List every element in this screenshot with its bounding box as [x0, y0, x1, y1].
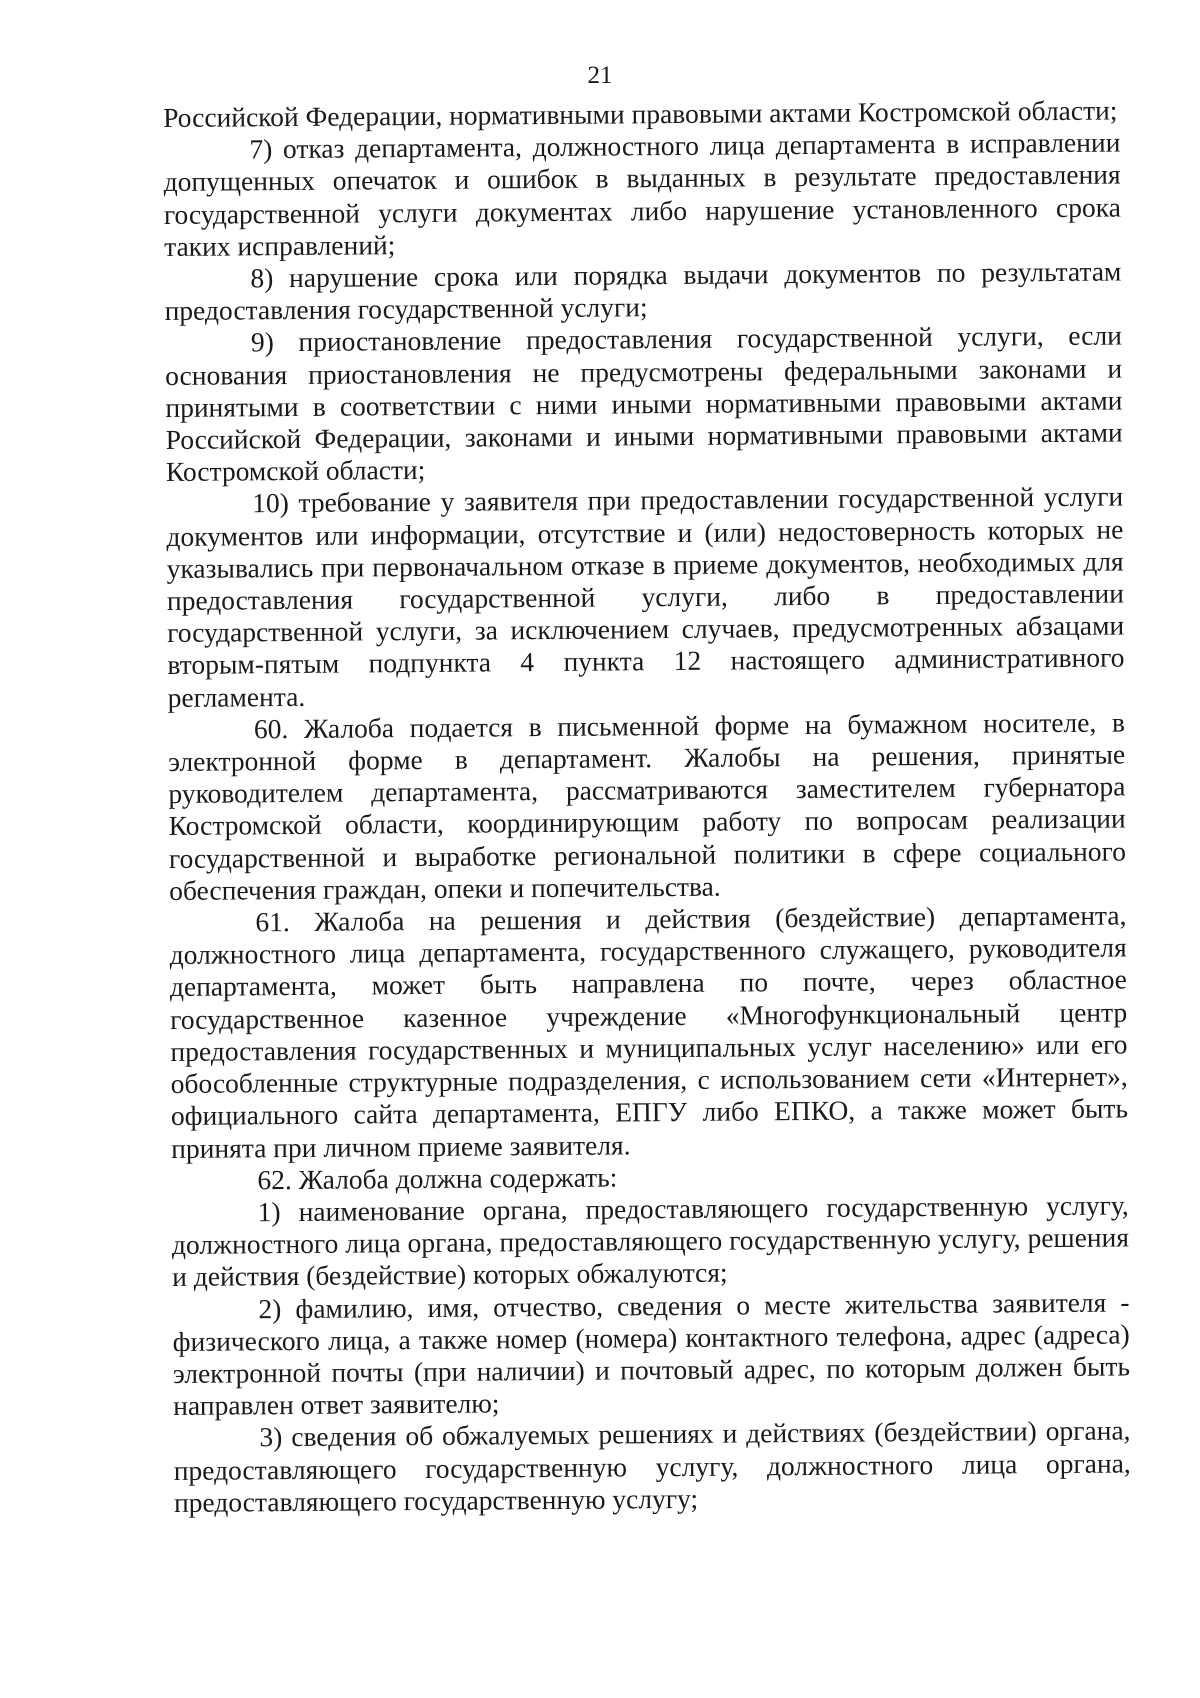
- paragraph-continuation: Российской Федерации, нормативными правовыми актами Костромской области;: [163, 94, 1118, 133]
- paragraph-clause-62: 62. Жалоба должна содержать:: [257, 1161, 618, 1195]
- paragraph-item-9: 9) приостановление предоставления государственной услуги, если основания приостановления не предусмотрены федеральными законами и принятыми в соответствии с ними иными нормативными правовыми актами Российской Федерации, законами и иными нормативными правовыми актами Костромской области;: [165, 319, 1123, 488]
- paragraph-item-10: 10) требование у заявителя при предоставлении государственной услуги документов или информации, отсутствие и (или) недостоверность которых не указывались при первоначальном отказе в приеме документов, необходимых для предоставления государственной услуги, либо в предоставлении государственной услуги, за исключением случаев, предусмотренных абзацами вторым-пятым подпункта 4 пункта 12 настоящего административного регламента.: [166, 480, 1125, 713]
- paragraph-subitem-2: 2) фамилию, имя, отчество, сведения о месте жительства заявителя - физического лица, а также номер (номера) контактного телефона, адрес (адреса) электронной почты (при наличии) и почтовый адрес, по которым должен быть направлен ответ заявителю;: [172, 1285, 1131, 1422]
- paragraph-clause-61: 61. Жалоба на решения и действия (бездействие) департамента, должностного лица департамента, государственного служащего, руководителя департамента, может быть направлена по почте, через областное государственное казенное учреждение «Многофункциональный центр предоставления государственных и муниципальных услуг населению» или его обособленные структурные подразделения, с использованием сети «Интернет», официального сайта департамента, ЕПГУ либо ЕПКО, а также может быть принята при личном приеме заявителя.: [169, 899, 1129, 1164]
- paragraph-item-8: 8) нарушение срока или порядка выдачи документов по результатам предоставления государственной услуги;: [164, 255, 1122, 327]
- paragraph-subitem-1: 1) наименование органа, предоставляющего государственную услугу, должностного лица органа, предоставляющего государственную услугу, решения и действия (бездействие) которых обжалуются;: [171, 1189, 1130, 1293]
- paragraph-clause-60: 60. Жалоба подается в письменной форме на бумажном носителе, в электронной форме в департамент. Жалобы на решения, принятые руководителем департамента, рассматриваются заместителем губернатора Костромской области, координирующим работу по вопросам реализации государственной и выработке региональной политики в сфере социального обеспечения граждан, опеки и попечительства.: [168, 706, 1127, 906]
- document-body: [163, 94, 1131, 1518]
- page-number: 21: [587, 62, 613, 89]
- paragraph-subitem-3: 3) сведения об обжалуемых решениях и действиях (бездействии) органа, предоставляющего государственную услугу, должностного лица органа, предоставляющего государственную услугу;: [173, 1414, 1131, 1518]
- paragraph-item-7: 7) отказ департамента, должностного лица департамента в исправлении допущенных опечаток и ошибок в выданных в результате предоставления государственной услуги документах либо нарушение установленного срока таких исправлений;: [163, 126, 1121, 262]
